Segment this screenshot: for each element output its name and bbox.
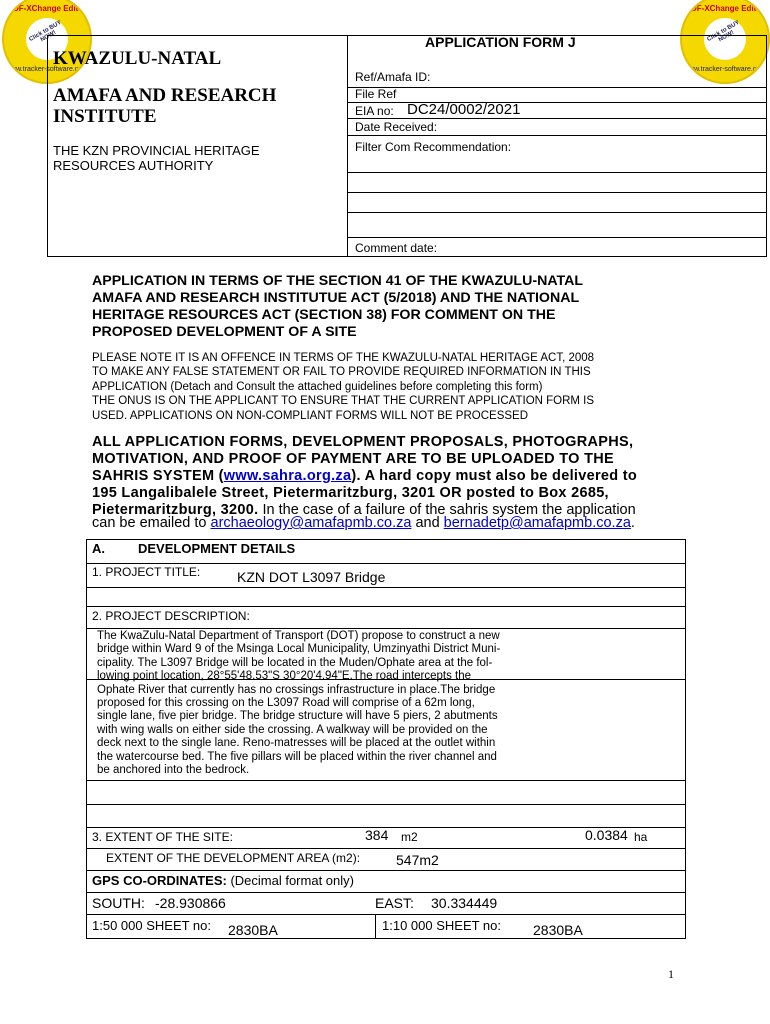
upload-text: Pietermaritzburg, 3200. [92,502,259,518]
row-line [86,606,686,607]
description-line: lowing point location, 28°55'48.53"S 30°20'4.94"E.The road intercepts the [97,670,472,683]
title-line: AMAFA AND RESEARCH INSTITUTUE ACT (5/2018) AND THE NATIONAL [92,290,580,306]
upload-instructions [92,434,680,519]
east-field[interactable]: 30.334449 [431,895,498,911]
description-line: the watercourse bed. The five pillars will be placed within the river channel and [97,750,497,763]
title-line: APPLICATION IN TERMS OF THE SECTION 41 OF THE KWAZULU-NATAL [92,273,584,289]
email-link-archaeology[interactable]: archaeology@amafapmb.co.za [210,515,412,531]
description-line: single lane, five pier bridge. The bridge structure will have 5 piers, 2 abutments [97,710,498,723]
south-field[interactable]: -28.930866 [155,895,226,911]
ref-amafa-label: Ref/Amafa ID: [355,70,431,84]
sheet-50000-field[interactable]: 2830BA [228,922,278,938]
header-row-line [347,118,767,119]
col-line [375,914,376,939]
section-title: DEVELOPMENT DETAILS [138,541,296,556]
email-text: and [411,515,444,531]
stamp-bottom-text: www.tracker-software.com [5,66,89,73]
header-row-line [347,192,767,193]
org-name-line3: INSTITUTE [53,106,157,127]
email-text: can be emailed to [92,515,211,531]
row-line [86,848,686,849]
header-row-line [347,172,767,173]
row-line [86,563,686,564]
gps-label [92,873,354,888]
description-line: Ophate River that currently has no crossings infrastructure in place.The bridge [97,683,496,696]
description-line: cipality. The L3097 Bridge will be located in the Muden/Ophate area at the fol- [97,656,493,669]
gps-label-bold: GPS CO-ORDINATES: [92,873,227,888]
authority-line1: THE KZN PROVINCIAL HERITAGE [53,143,260,158]
page-number: 1 [668,967,674,981]
project-description-label: 2. PROJECT DESCRIPTION: [92,609,250,623]
header-row-line [347,87,767,88]
offence-notice [92,351,692,423]
project-description-field[interactable] [97,630,557,777]
upload-line: 195 Langalibalele Street, Pietermaritzburg, 3201 OR posted to Box 2685, [92,485,609,501]
email-link-bernadetp[interactable]: bernadetp@amafapmb.co.za [443,515,631,531]
extent-site-ha-unit: ha [634,830,648,844]
stamp-top-text: PDF-XChange Editor [685,4,765,13]
row-line [86,587,686,588]
south-label: SOUTH: [92,895,145,911]
row-line [86,804,686,805]
description-line: be anchored into the bedrock. [97,764,250,777]
section-letter: A. [92,541,105,556]
extent-site-field[interactable]: 384 [365,827,389,843]
title-line: HERITAGE RESOURCES ACT (SECTION 38) FOR COMMENT ON THE [92,307,556,323]
sheet-10000-label: 1:10 000 SHEET no: [382,918,502,933]
stamp-middle-text: Click to BUY NOW! [28,19,63,44]
upload-line [92,468,680,485]
description-line: bridge within Ward 9 of the Msinga Local Municipality, Umzinyathi District Muni- [97,643,501,656]
extent-site-unit: m2 [401,830,418,844]
email-instructions [92,515,682,532]
notice-line: THE ONUS IS ON THE APPLICANT TO ENSURE THAT THE CURRENT APPLICATION FORM IS [92,395,595,408]
project-title-label: 1. PROJECT TITLE: [92,565,201,579]
file-ref-label: File Ref [355,87,397,101]
stamp-bottom-text: www.tracker-software.com [683,66,767,73]
form-title: APPLICATION FORM J [425,34,576,50]
authority-line2: RESOURCES AUTHORITY [53,158,214,173]
header-row-line [347,135,767,136]
row-line [86,870,686,871]
eia-label: EIA no: [355,104,394,118]
extent-development-field[interactable]: 547m2 [396,852,439,868]
project-title-field[interactable]: KZN DOT L3097 Bridge [237,569,386,585]
date-received-label: Date Received: [355,120,438,134]
upload-text: ). A hard copy must also be delivered to [351,468,638,484]
org-name-line1: KWAZULU-NATAL [53,48,222,69]
sheet-10000-field[interactable]: 2830BA [533,922,583,938]
gps-label-normal: (Decimal format only) [226,873,354,888]
sahris-link[interactable]: www.sahra.org.za [223,468,352,484]
description-line: The KwaZulu-Natal Department of Transport (DOT) propose to construct a new [97,630,500,642]
upload-text: In the case of a failure of the sahris system the application [258,502,636,518]
title-line: PROPOSED DEVELOPMENT OF A SITE [92,324,357,340]
header-row-line [347,212,767,213]
email-text: . [630,515,635,531]
stamp-middle-text: Click to BUY NOW! [706,19,741,44]
notice-line: APPLICATION (Detach and Consult the attached guidelines before completing this form) [92,380,543,393]
stamp-top-text: PDF-XChange Editor [7,4,87,13]
description-line: deck next to the single lane. Reno-matresses will be placed at the outlet within [97,737,496,750]
east-label: EAST: [375,895,414,911]
row-line [86,892,686,893]
upload-line: MOTIVATION, AND PROOF OF PAYMENT ARE TO BE UPLOADED TO THE [92,451,614,467]
description-line: with wing walls on either side the crossing. A walkway will be provided on the [97,723,488,736]
upload-line: ALL APPLICATION FORMS, DEVELOPMENT PROPOSALS, PHOTOGRAPHS, [92,434,634,450]
comment-date-label: Comment date: [355,241,438,255]
extent-site-label: 3. EXTENT OF THE SITE: [92,830,233,844]
row-line [86,628,686,629]
row-line [86,914,686,915]
extent-development-label: EXTENT OF THE DEVELOPMENT AREA (m2): [106,851,361,865]
description-line: proposed for this crossing on the L3097 Road will comprise of a 62m long, [97,697,475,710]
upload-text: SAHRIS SYSTEM ( [92,468,224,484]
notice-line: PLEASE NOTE IT IS AN OFFENCE IN TERMS OF THE KWAZULU-NATAL HERITAGE ACT, 2008 [92,352,595,364]
eia-value-field[interactable]: DC24/0002/2021 [407,101,521,118]
notice-line: TO MAKE ANY FALSE STATEMENT OR FAIL TO PROVIDE REQUIRED INFORMATION IN THIS [92,366,591,379]
filter-recommendation-label: Filter Com Recommendation: [355,140,512,154]
row-line [86,780,686,781]
sheet-50000-label: 1:50 000 SHEET no: [92,918,212,933]
header-row-line [347,237,767,238]
org-name-line2: AMAFA AND RESEARCH [53,85,277,106]
header-divider [347,35,348,257]
notice-line: USED. APPLICATIONS ON NON-COMPLIANT FORMS WILL NOT BE PROCESSED [92,409,529,422]
application-title [92,273,692,341]
extent-site-ha-field[interactable]: 0.0384 [585,827,628,843]
